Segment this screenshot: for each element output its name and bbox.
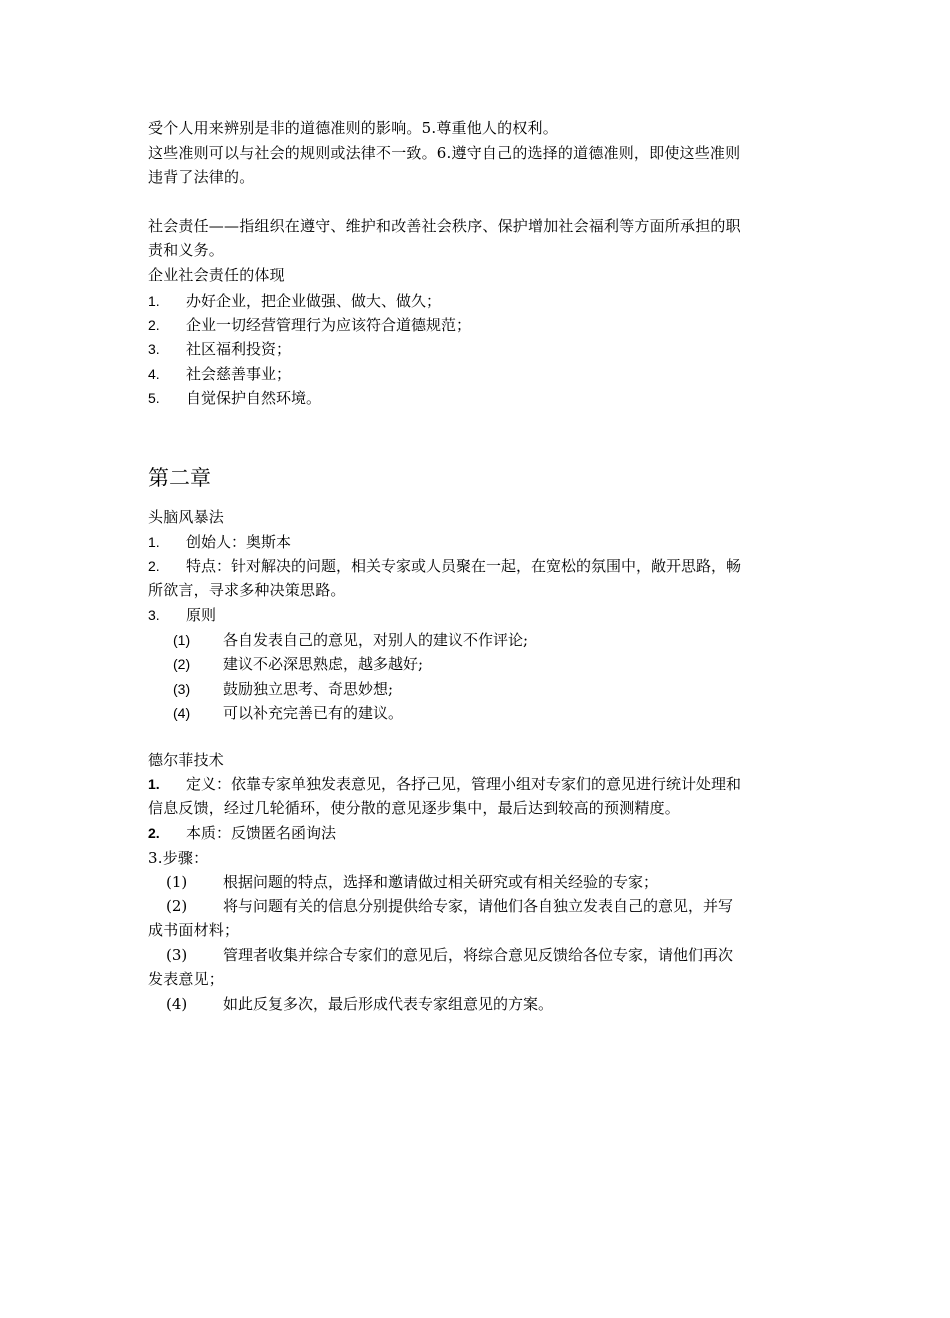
sub-list-number: (4)	[173, 705, 191, 721]
sub-list-text: 鼓励独立思考、奇思妙想;	[223, 680, 394, 698]
sub-list-number: (1)	[173, 632, 191, 648]
list-text-continuation: 信息反馈，经过几轮循环，使分散的意见逐步集中，最后达到较高的预测精度。	[148, 799, 681, 817]
step-text: 将与问题有关的信息分别提供给专家，请他们各自独立发表自己的意见，并写	[223, 897, 734, 915]
list-text: 定义：依靠专家单独发表意见，各抒己见，管理小组对专家们的意见进行统计处理和	[186, 775, 742, 793]
sub-list-number: (2)	[173, 656, 191, 672]
step-text: 根据问题的特点，选择和邀请做过相关研究或有相关经验的专家；	[223, 873, 659, 891]
list-text: 本质：反馈匿名函询法	[186, 824, 337, 842]
list-number: 3.	[148, 341, 160, 357]
list-number: 3.	[148, 607, 160, 623]
list-text: 创始人：奥斯本	[186, 533, 292, 551]
definition-line: 责和义务。	[148, 241, 225, 259]
list-text: 办好企业，把企业做强、做大、做久；	[186, 292, 442, 310]
list-text: 特点：针对解决的问题，相关专家或人员聚在一起，在宽松的氛围中，敞开思路，畅	[186, 557, 742, 575]
section-title: 企业社会责任的体现	[148, 266, 285, 284]
sub-list-text: 建议不必深思熟虑，越多越好;	[223, 655, 424, 673]
step-text: 如此反复多次，最后形成代表专家组意见的方案。	[223, 995, 554, 1013]
list-number: 1.	[148, 534, 160, 550]
sub-list-number: (3)	[173, 681, 191, 697]
list-number: 2.	[148, 825, 160, 841]
step-number: (1)	[166, 873, 188, 891]
list-text: 原则	[186, 606, 217, 624]
list-number: 2.	[148, 317, 160, 333]
sub-list-text: 可以补充完善已有的建议。	[223, 704, 404, 722]
step-text-continuation: 成书面材料；	[148, 921, 240, 939]
paragraph-line: 受个人用来辨别是非的道德准则的影响。5.尊重他人的权利。	[148, 119, 558, 137]
step-text-continuation: 发表意见；	[148, 970, 225, 988]
list-text: 社会慈善事业；	[186, 365, 292, 383]
definition-line: 社会责任——指组织在遵守、维护和改善社会秩序、保护增加社会福利等方面所承担的职	[148, 217, 741, 235]
sub-list-text: 各自发表自己的意见，对别人的建议不作评论;	[223, 631, 529, 649]
list-number: 4.	[148, 366, 160, 382]
list-text: 社区福利投资；	[186, 340, 292, 358]
list-number: 2.	[148, 558, 160, 574]
list-number: 1.	[148, 293, 160, 309]
section-title: 头脑风暴法	[148, 508, 225, 526]
section-title: 德尔菲技术	[148, 751, 225, 769]
step-number: (2)	[166, 897, 188, 915]
list-text: 企业一切经营管理行为应该符合道德规范；	[186, 316, 472, 334]
paragraph-line: 违背了法律的。	[148, 168, 255, 186]
step-number: (4)	[166, 995, 188, 1013]
paragraph-line: 这些准则可以与社会的规则或法律不一致。6.遵守自己的选择的道德准则，即使这些准则	[148, 144, 741, 162]
chapter-heading: 第二章	[148, 466, 211, 490]
step-number: (3)	[166, 946, 188, 964]
list-number: 5.	[148, 390, 160, 406]
step-text: 管理者收集并综合专家们的意见后，将综合意见反馈给各位专家，请他们再次	[223, 946, 734, 964]
list-number: 1.	[148, 776, 160, 792]
list-text: 自觉保护自然环境。	[186, 389, 322, 407]
list-text-continuation: 所欲言，寻求多种决策思路。	[148, 581, 346, 599]
steps-title: 3.步骤：	[148, 849, 209, 867]
